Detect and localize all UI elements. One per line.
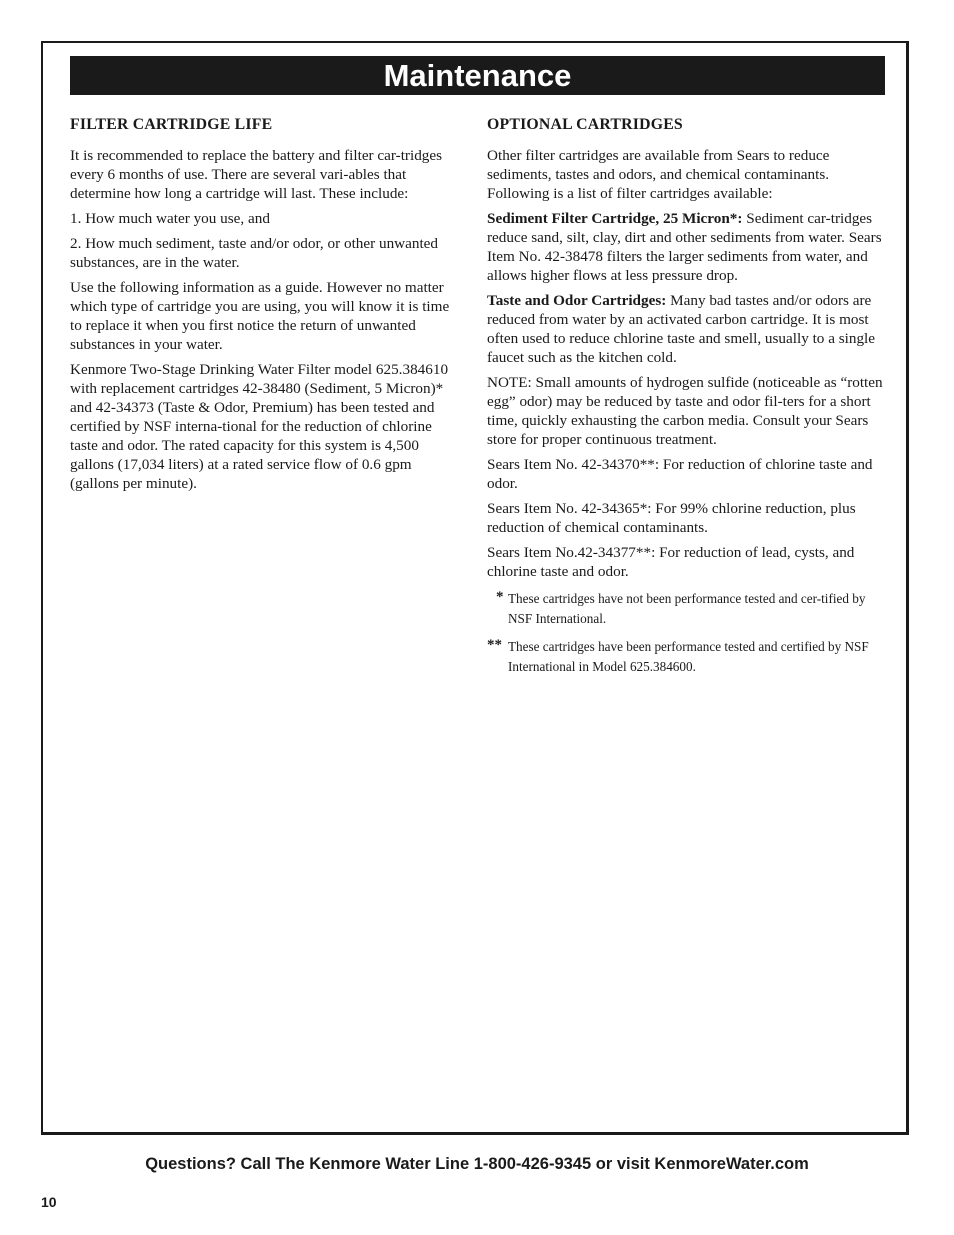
paragraph-sediment [487,209,887,285]
taste-label: Taste and Odor Cartridges: [487,292,667,309]
footnote-mark: * [496,589,504,605]
footnote [487,589,887,629]
sediment-label: Sediment Filter Cartridge, 25 Micron*: [487,210,743,227]
paragraph: It is recommended to replace the battery and filter car-tridges every 6 months of use. There are several vari-ables that determine how long a cartridge will last. These include: [70,147,443,202]
paragraph: Kenmore Two-Stage Drinking Water Filter model 625.384610 with replacement cartridges 42-38480 (Sediment, 5 Micron)* and 42-34373 (Taste & Odor, Premium) has been tested and certified by NSF interna-tional for the reduction of chlorine taste and odor. The rated capacity for this system is 4,500 gallons (17,034 liters) at a rated service flow of 0.6 gpm (gallons per minute). [70,361,449,492]
footnote [487,637,887,677]
left-column [70,115,460,499]
footnote-text: These cartridges have been performance tested and certified by NSF International in Model 625.384600. [508,639,869,674]
note-paragraph: NOTE: Small amounts of hydrogen sulfide (noticeable as “rotten egg” odor) may be reduced by taste and odor fil-ters for a short time, quickly exhausting the carbon media. Consult your Sears store for proper continuous treatment. [487,374,883,448]
list-item: 2. How much sediment, taste and/or odor, or other unwanted substances, are in the water. [70,235,439,271]
list-item: Sears Item No. 42-34365*: For 99% chlorine reduction, plus reduction of chemical contaminants. [487,500,856,536]
list-item: 1. How much water you use, and [70,210,270,227]
section-heading-optional-cartridges: OPTIONAL CARTRIDGES [487,116,683,133]
footer-questions: Questions? Call The Kenmore Water Line 1-800-426-9345 or visit KenmoreWater.com [145,1155,809,1173]
sediment-text: Sediment car-tridges reduce sand, silt, clay, dirt and other sediments from water. Sears Item No. 42-38478 filters the larger sediments from water, and allows higher flows at less pressure drop. [487,210,882,284]
section-heading-filter-life: FILTER CARTRIDGE LIFE [70,116,273,133]
footnote-mark: ** [487,637,502,653]
paragraph: Use the following information as a guide. However no matter which type of cartridge you are using, you will know it is time to replace it when you first notice the return of unwanted substances in your water. [70,279,450,353]
page-title: Maintenance [70,56,885,95]
paragraph: Other filter cartridges are available from Sears to reduce sediments, tastes and odors, and chemical contaminants. Following is a list of filter cartridges available: [487,147,830,202]
paragraph-taste-odor [487,291,887,367]
footnote-text: These cartridges have not been performance tested and cer-tified by NSF International. [508,591,866,626]
page-number: 10 [41,1194,57,1210]
list-item: Sears Item No.42-34377**: For reduction of lead, cysts, and chlorine taste and odor. [487,544,855,580]
list-item: Sears Item No. 42-34370**: For reduction of chlorine taste and odor. [487,456,873,492]
right-column [487,115,887,677]
taste-text: Many bad tastes and/or odors are reduced from water by an activated carbon cartridge. It is most often used to reduce chlorine taste and smell, usually to a single faucet such as the kitchen cold. [487,292,876,366]
